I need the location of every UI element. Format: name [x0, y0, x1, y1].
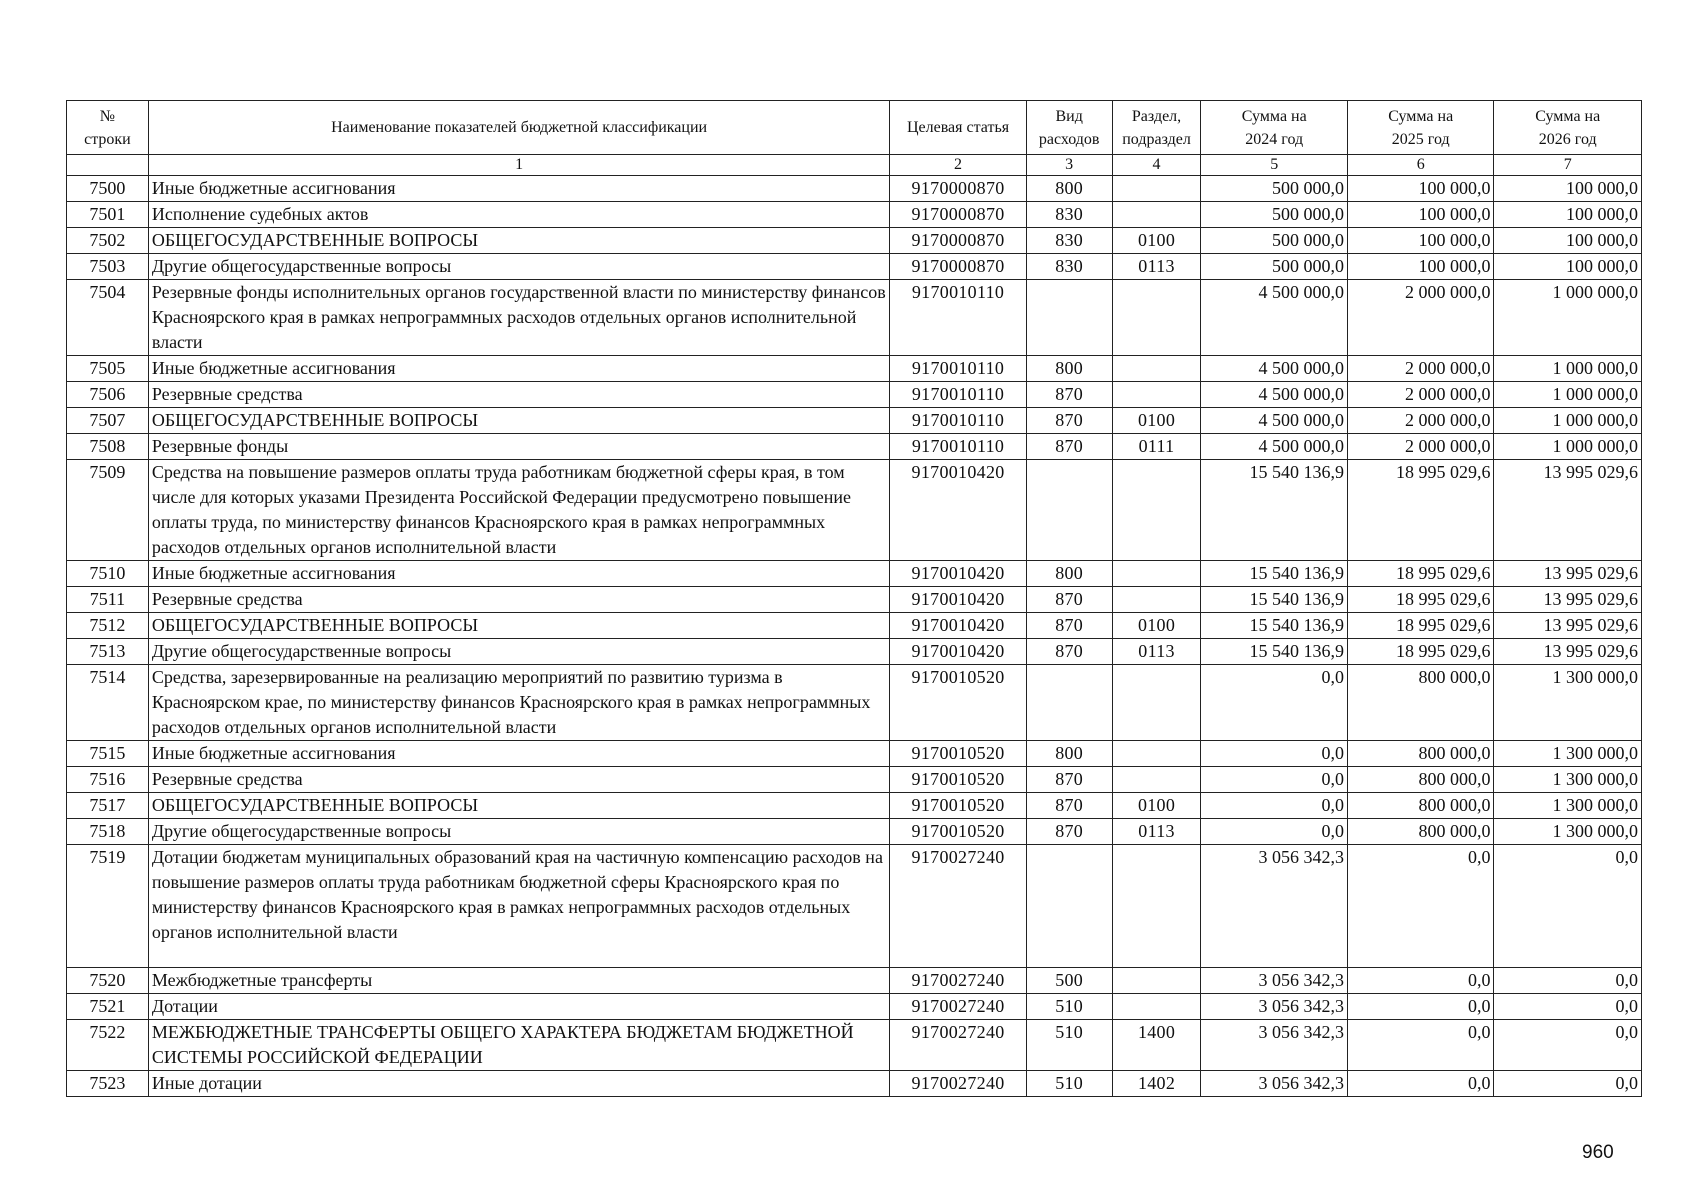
- table-row: [67, 793, 1642, 819]
- header-name: Наименование показателей бюджетной классификации: [148, 101, 890, 155]
- sum-2026: 13 995 029,6: [1494, 613, 1642, 639]
- sum-2025: 800 000,0: [1347, 793, 1493, 819]
- sum-2024: 500 000,0: [1201, 254, 1347, 280]
- sum-2025: 0,0: [1347, 994, 1493, 1020]
- table-row: [67, 228, 1642, 254]
- section-code: 0100: [1112, 408, 1201, 434]
- table-row: [67, 665, 1642, 741]
- sum-2024: 15 540 136,9: [1201, 639, 1347, 665]
- section-code: [1112, 382, 1201, 408]
- row-number: 7520: [67, 968, 149, 994]
- indicator-name: ОБЩЕГОСУДАРСТВЕННЫЕ ВОПРОСЫ: [148, 793, 890, 819]
- row-number: 7519: [67, 845, 149, 968]
- sum-2026: 0,0: [1494, 994, 1642, 1020]
- indicator-name: ОБЩЕГОСУДАРСТВЕННЫЕ ВОПРОСЫ: [148, 228, 890, 254]
- sum-2025: 100 000,0: [1347, 254, 1493, 280]
- expense-kind: 800: [1026, 561, 1112, 587]
- row-number: 7500: [67, 176, 149, 202]
- row-number: 7511: [67, 587, 149, 613]
- header-expense-kind: Вид расходов: [1026, 101, 1112, 155]
- section-code: [1112, 767, 1201, 793]
- sum-2026: 100 000,0: [1494, 254, 1642, 280]
- row-number: 7521: [67, 994, 149, 1020]
- sum-2025: 0,0: [1347, 845, 1493, 968]
- section-code: 1400: [1112, 1020, 1201, 1071]
- target-article: 9170010110: [890, 356, 1026, 382]
- table-row: [67, 639, 1642, 665]
- sum-2026: 0,0: [1494, 845, 1642, 968]
- page-number: 960: [1582, 1142, 1614, 1163]
- table-row: [67, 202, 1642, 228]
- indicator-name: Иные бюджетные ассигнования: [148, 176, 890, 202]
- target-article: 9170010520: [890, 741, 1026, 767]
- sum-2026: 1 000 000,0: [1494, 434, 1642, 460]
- table-row: [67, 561, 1642, 587]
- sum-2026: 13 995 029,6: [1494, 639, 1642, 665]
- sum-2025: 800 000,0: [1347, 819, 1493, 845]
- row-number: 7501: [67, 202, 149, 228]
- table-row: [67, 434, 1642, 460]
- indicator-name: Исполнение судебных актов: [148, 202, 890, 228]
- section-code: [1112, 968, 1201, 994]
- section-code: 0100: [1112, 228, 1201, 254]
- sum-2024: 15 540 136,9: [1201, 613, 1347, 639]
- expense-kind: 870: [1026, 434, 1112, 460]
- sum-2026: 0,0: [1494, 1071, 1642, 1097]
- table-row: [67, 254, 1642, 280]
- table-row: [67, 176, 1642, 202]
- header-section: Раздел, подраздел: [1112, 101, 1201, 155]
- sum-2025: 18 995 029,6: [1347, 639, 1493, 665]
- target-article: 9170027240: [890, 994, 1026, 1020]
- target-article: 9170010420: [890, 587, 1026, 613]
- sum-2025: 18 995 029,6: [1347, 587, 1493, 613]
- header-target-article: Целевая статья: [890, 101, 1026, 155]
- sum-2026: 100 000,0: [1494, 228, 1642, 254]
- sum-2026: 100 000,0: [1494, 176, 1642, 202]
- col-number: 3: [1026, 155, 1112, 176]
- row-number: 7507: [67, 408, 149, 434]
- row-number: 7522: [67, 1020, 149, 1071]
- target-article: 9170010520: [890, 793, 1026, 819]
- sum-2026: 1 000 000,0: [1494, 382, 1642, 408]
- budget-table: [66, 100, 1642, 1097]
- expense-kind: [1026, 460, 1112, 561]
- sum-2026: 13 995 029,6: [1494, 561, 1642, 587]
- indicator-name: Другие общегосударственные вопросы: [148, 819, 890, 845]
- target-article: 9170010520: [890, 819, 1026, 845]
- sum-2025: 100 000,0: [1347, 228, 1493, 254]
- row-number: 7508: [67, 434, 149, 460]
- header-sum-2025: Сумма на 2025 год: [1347, 101, 1493, 155]
- expense-kind: 800: [1026, 741, 1112, 767]
- section-code: 0111: [1112, 434, 1201, 460]
- expense-kind: [1026, 845, 1112, 968]
- sum-2025: 0,0: [1347, 968, 1493, 994]
- sum-2024: 4 500 000,0: [1201, 280, 1347, 356]
- sum-2026: 0,0: [1494, 1020, 1642, 1071]
- section-code: 0113: [1112, 819, 1201, 845]
- sum-2024: 0,0: [1201, 793, 1347, 819]
- indicator-name: Иные бюджетные ассигнования: [148, 741, 890, 767]
- sum-2024: 0,0: [1201, 767, 1347, 793]
- sum-2025: 0,0: [1347, 1071, 1493, 1097]
- expense-kind: 870: [1026, 587, 1112, 613]
- indicator-name: Резервные средства: [148, 767, 890, 793]
- table-body: [67, 176, 1642, 1097]
- indicator-name: Резервные средства: [148, 382, 890, 408]
- row-number: 7504: [67, 280, 149, 356]
- section-code: [1112, 665, 1201, 741]
- header-sum-2024: Сумма на 2024 год: [1201, 101, 1347, 155]
- indicator-name: Иные дотации: [148, 1071, 890, 1097]
- table-row: [67, 460, 1642, 561]
- target-article: 9170000870: [890, 254, 1026, 280]
- row-number: 7506: [67, 382, 149, 408]
- section-code: [1112, 561, 1201, 587]
- table-row: [67, 408, 1642, 434]
- sum-2024: 3 056 342,3: [1201, 1020, 1347, 1071]
- col-number: 5: [1201, 155, 1347, 176]
- target-article: 9170010420: [890, 613, 1026, 639]
- table-row: [67, 382, 1642, 408]
- col-number: [67, 155, 149, 176]
- section-code: [1112, 845, 1201, 968]
- indicator-name: ОБЩЕГОСУДАРСТВЕННЫЕ ВОПРОСЫ: [148, 613, 890, 639]
- sum-2025: 800 000,0: [1347, 767, 1493, 793]
- sum-2025: 800 000,0: [1347, 741, 1493, 767]
- table-row: [67, 819, 1642, 845]
- expense-kind: 830: [1026, 254, 1112, 280]
- table-row: [67, 280, 1642, 356]
- expense-kind: 500: [1026, 968, 1112, 994]
- expense-kind: 870: [1026, 819, 1112, 845]
- table-row: [67, 845, 1642, 968]
- section-code: [1112, 202, 1201, 228]
- row-number: 7514: [67, 665, 149, 741]
- sum-2024: 3 056 342,3: [1201, 1071, 1347, 1097]
- sum-2026: 1 000 000,0: [1494, 356, 1642, 382]
- row-number: 7517: [67, 793, 149, 819]
- target-article: 9170000870: [890, 202, 1026, 228]
- sum-2025: 2 000 000,0: [1347, 434, 1493, 460]
- sum-2024: 500 000,0: [1201, 202, 1347, 228]
- column-number-row: [67, 155, 1642, 176]
- sum-2024: 0,0: [1201, 741, 1347, 767]
- target-article: 9170027240: [890, 845, 1026, 968]
- sum-2026: 13 995 029,6: [1494, 587, 1642, 613]
- expense-kind: 800: [1026, 176, 1112, 202]
- expense-kind: 510: [1026, 994, 1112, 1020]
- target-article: 9170010420: [890, 561, 1026, 587]
- row-number: 7516: [67, 767, 149, 793]
- target-article: 9170027240: [890, 1071, 1026, 1097]
- budget-document: [66, 100, 1642, 1097]
- indicator-name: Другие общегосударственные вопросы: [148, 254, 890, 280]
- indicator-name: ОБЩЕГОСУДАРСТВЕННЫЕ ВОПРОСЫ: [148, 408, 890, 434]
- sum-2026: 1 300 000,0: [1494, 665, 1642, 741]
- row-number: 7513: [67, 639, 149, 665]
- expense-kind: 870: [1026, 767, 1112, 793]
- sum-2025: 18 995 029,6: [1347, 613, 1493, 639]
- sum-2025: 2 000 000,0: [1347, 280, 1493, 356]
- col-number: 6: [1347, 155, 1493, 176]
- expense-kind: 510: [1026, 1071, 1112, 1097]
- target-article: 9170010110: [890, 434, 1026, 460]
- sum-2025: 100 000,0: [1347, 202, 1493, 228]
- sum-2025: 2 000 000,0: [1347, 408, 1493, 434]
- sum-2026: 1 300 000,0: [1494, 741, 1642, 767]
- sum-2024: 3 056 342,3: [1201, 994, 1347, 1020]
- section-code: 0100: [1112, 793, 1201, 819]
- indicator-name: Резервные средства: [148, 587, 890, 613]
- table-row: [67, 587, 1642, 613]
- row-number: 7502: [67, 228, 149, 254]
- row-number: 7510: [67, 561, 149, 587]
- sum-2026: 0,0: [1494, 968, 1642, 994]
- indicator-name: Иные бюджетные ассигнования: [148, 561, 890, 587]
- target-article: 9170010110: [890, 280, 1026, 356]
- col-number: 2: [890, 155, 1026, 176]
- expense-kind: 870: [1026, 382, 1112, 408]
- target-article: 9170010110: [890, 382, 1026, 408]
- sum-2024: 500 000,0: [1201, 176, 1347, 202]
- expense-kind: 870: [1026, 639, 1112, 665]
- expense-kind: 830: [1026, 228, 1112, 254]
- expense-kind: 870: [1026, 408, 1112, 434]
- section-code: [1112, 741, 1201, 767]
- sum-2024: 4 500 000,0: [1201, 408, 1347, 434]
- row-number: 7515: [67, 741, 149, 767]
- expense-kind: 870: [1026, 613, 1112, 639]
- section-code: [1112, 280, 1201, 356]
- sum-2024: 4 500 000,0: [1201, 434, 1347, 460]
- section-code: 0113: [1112, 639, 1201, 665]
- indicator-name: Дотации бюджетам муниципальных образований края на частичную компенсацию расходов на повышение размеров оплаты труда работникам бюджетной сферы Красноярского края по министерству финансов Красноярского края в рамках непрограммных расходов отдельных органов исполнительной власти: [148, 845, 890, 968]
- expense-kind: 830: [1026, 202, 1112, 228]
- sum-2026: 100 000,0: [1494, 202, 1642, 228]
- section-code: [1112, 356, 1201, 382]
- row-number: 7523: [67, 1071, 149, 1097]
- indicator-name: Дотации: [148, 994, 890, 1020]
- expense-kind: 510: [1026, 1020, 1112, 1071]
- table-row: [67, 1071, 1642, 1097]
- section-code: 1402: [1112, 1071, 1201, 1097]
- header-row: [67, 101, 1642, 155]
- expense-kind: [1026, 665, 1112, 741]
- sum-2025: 18 995 029,6: [1347, 460, 1493, 561]
- sum-2026: 1 000 000,0: [1494, 408, 1642, 434]
- sum-2024: 0,0: [1201, 819, 1347, 845]
- indicator-name: Средства на повышение размеров оплаты труда работникам бюджетной сферы края, в том числе для которых указами Президента Российской Федерации предусмотрено повышение оплаты труда, по министерству финансов Красноярского края в рамках непрограммных расходов отдельных органов исполнительной власти: [148, 460, 890, 561]
- sum-2026: 1 300 000,0: [1494, 767, 1642, 793]
- section-code: 0100: [1112, 613, 1201, 639]
- target-article: 9170010420: [890, 460, 1026, 561]
- sum-2025: 0,0: [1347, 1020, 1493, 1071]
- header-row-no: № строки: [67, 101, 149, 155]
- indicator-name: Другие общегосударственные вопросы: [148, 639, 890, 665]
- sum-2025: 800 000,0: [1347, 665, 1493, 741]
- expense-kind: 800: [1026, 356, 1112, 382]
- sum-2024: 4 500 000,0: [1201, 356, 1347, 382]
- sum-2024: 3 056 342,3: [1201, 845, 1347, 968]
- row-number: 7509: [67, 460, 149, 561]
- target-article: 9170027240: [890, 1020, 1026, 1071]
- expense-kind: [1026, 280, 1112, 356]
- indicator-name: Иные бюджетные ассигнования: [148, 356, 890, 382]
- sum-2024: 15 540 136,9: [1201, 460, 1347, 561]
- sum-2024: 15 540 136,9: [1201, 561, 1347, 587]
- sum-2026: 1 000 000,0: [1494, 280, 1642, 356]
- target-article: 9170010520: [890, 767, 1026, 793]
- sum-2026: 13 995 029,6: [1494, 460, 1642, 561]
- indicator-name: МЕЖБЮДЖЕТНЫЕ ТРАНСФЕРТЫ ОБЩЕГО ХАРАКТЕРА БЮДЖЕТАМ БЮДЖЕТНОЙ СИСТЕМЫ РОССИЙСКОЙ ФЕДЕРАЦИИ: [148, 1020, 890, 1071]
- sum-2025: 2 000 000,0: [1347, 382, 1493, 408]
- target-article: 9170010110: [890, 408, 1026, 434]
- sum-2024: 4 500 000,0: [1201, 382, 1347, 408]
- indicator-name: Резервные фонды: [148, 434, 890, 460]
- sum-2024: 3 056 342,3: [1201, 968, 1347, 994]
- target-article: 9170010520: [890, 665, 1026, 741]
- table-row: [67, 767, 1642, 793]
- table-row: [67, 968, 1642, 994]
- target-article: 9170027240: [890, 968, 1026, 994]
- expense-kind: 870: [1026, 793, 1112, 819]
- target-article: 9170010420: [890, 639, 1026, 665]
- table-row: [67, 356, 1642, 382]
- section-code: [1112, 587, 1201, 613]
- section-code: [1112, 994, 1201, 1020]
- sum-2025: 2 000 000,0: [1347, 356, 1493, 382]
- header-sum-2026: Сумма на 2026 год: [1494, 101, 1642, 155]
- col-number: 7: [1494, 155, 1642, 176]
- row-number: 7518: [67, 819, 149, 845]
- table-row: [67, 994, 1642, 1020]
- sum-2024: 0,0: [1201, 665, 1347, 741]
- table-row: [67, 613, 1642, 639]
- indicator-name: Межбюджетные трансферты: [148, 968, 890, 994]
- row-number: 7503: [67, 254, 149, 280]
- target-article: 9170000870: [890, 228, 1026, 254]
- section-code: [1112, 460, 1201, 561]
- section-code: [1112, 176, 1201, 202]
- col-number: 4: [1112, 155, 1201, 176]
- sum-2026: 1 300 000,0: [1494, 793, 1642, 819]
- table-row: [67, 741, 1642, 767]
- indicator-name: Резервные фонды исполнительных органов государственной власти по министерству финансов Красноярского края в рамках непрограммных расходов отдельных органов исполнительной власти: [148, 280, 890, 356]
- sum-2026: 1 300 000,0: [1494, 819, 1642, 845]
- row-number: 7512: [67, 613, 149, 639]
- indicator-name: Средства, зарезервированные на реализацию мероприятий по развитию туризма в Красноярском крае, по министерству финансов Красноярского края в рамках непрограммных расходов отдельных органов исполнительной власти: [148, 665, 890, 741]
- row-number: 7505: [67, 356, 149, 382]
- section-code: 0113: [1112, 254, 1201, 280]
- sum-2025: 18 995 029,6: [1347, 561, 1493, 587]
- sum-2024: 500 000,0: [1201, 228, 1347, 254]
- sum-2025: 100 000,0: [1347, 176, 1493, 202]
- table-row: [67, 1020, 1642, 1071]
- target-article: 9170000870: [890, 176, 1026, 202]
- col-number: 1: [148, 155, 890, 176]
- sum-2024: 15 540 136,9: [1201, 587, 1347, 613]
